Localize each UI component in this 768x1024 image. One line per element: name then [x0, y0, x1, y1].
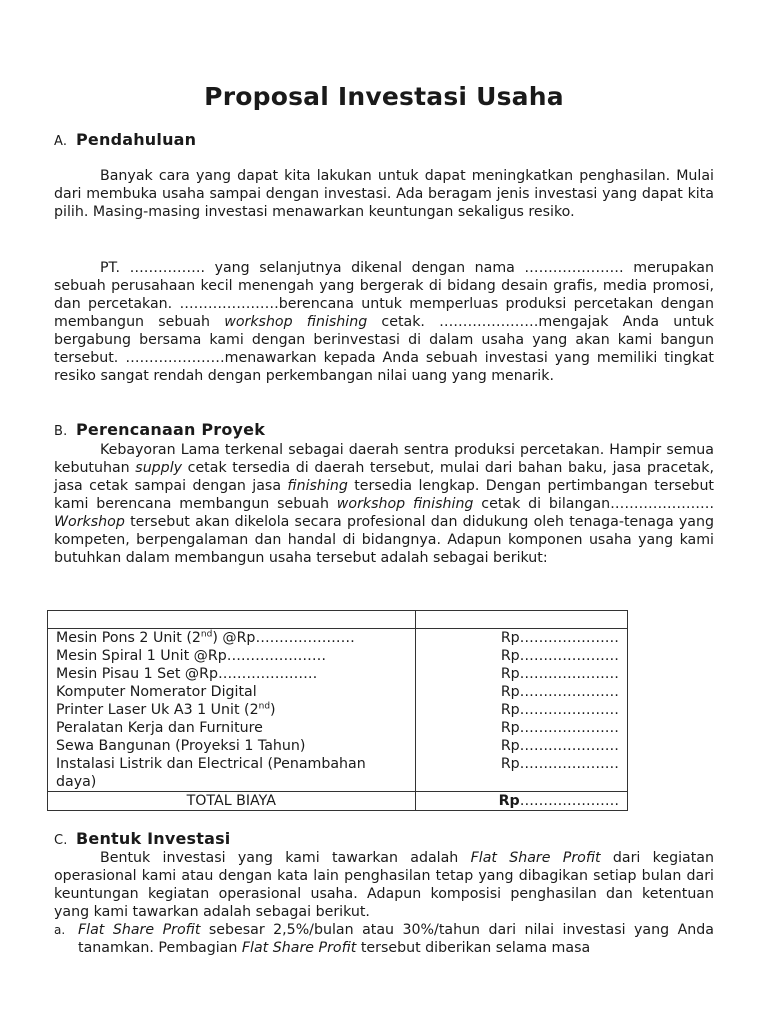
- total-label: TOTAL BIAYA: [48, 792, 416, 811]
- section-b-letter: B.: [54, 424, 68, 439]
- section-a-title: Pendahuluan: [76, 130, 197, 149]
- section-c-letter: C.: [54, 833, 68, 848]
- table-item: Mesin Pisau 1 Set @Rp…………………: [56, 666, 318, 682]
- table-items-cell: [48, 629, 416, 792]
- section-c-paragraph: Bentuk investasi yang kami tawarkan adalah Flat Share Profit dari kegiatan operasional kami atau dengan kata lain penghasilan tetap yang dibagikan setiap bulan dari keuntungan kegiatan operasional usaha. Adapun komposisi penghasilan dan ketentuan yang kami tawarkan adalah sebagai berikut.: [54, 850, 714, 920]
- section-c-list-item-a: a. Flat Share Profit sebesar 2,5%/bulan atau 30%/tahun dari nilai investasi yang Anda tanamkan. Pembagian Flat Share Profit tersebut diberikan selama masa: [54, 922, 714, 956]
- table-item: Instalasi Listrik dan Electrical (Penambahan daya): [56, 756, 366, 790]
- table-header-row: [48, 611, 628, 629]
- table-price: Rp…………………: [500, 630, 619, 646]
- section-a-paragraph-2: PT. ……………. yang selanjutnya dikenal dengan nama ………………… merupakan sebuah perusahaan kecil menengah yang bergerak di bidang desain grafis, media promosi, dan percetakan. …………………berencana untuk memperluas produksi percetakan dengan membangun sebuah workshop finishing cetak. …………………mengajak Anda untuk bergabung bersama kami dengan berinvestasi di dalam usaha yang akan kami bangun tersebut. …………………menawarkan kepada Anda sebuah investasi yang memiliki tingkat resiko sangat rendah dengan perkembangan nilai uang yang menarik.: [54, 260, 715, 384]
- table-price: Rp…………………: [500, 702, 619, 718]
- table-body-row: [48, 629, 628, 792]
- section-c-heading: [54, 829, 231, 848]
- section-b-paragraph: Kebayoran Lama terkenal sebagai daerah sentra produksi percetakan. Hampir semua kebutuhan supply cetak tersedia di daerah tersebut, mulai dari bahan baku, jasa pracetak, jasa cetak sampai dengan jasa finishing tersedia lengkap. Dengan pertimbangan tersebut kami berencana membangun sebuah workshop finishing cetak di bilangan…………………. Workshop tersebut akan dikelola secara profesional dan didukung oleh tenaga-tenaga yang kompeten, berpengalaman dan handal di bidangnya. Adapun komponen usaha yang kami butuhkan dalam membangun usaha tersebut adalah sebagai berikut:: [54, 442, 714, 566]
- total-price: Rp…………………: [415, 792, 628, 811]
- table-item: Peralatan Kerja dan Furniture: [56, 720, 263, 736]
- table-item: Printer Laser Uk A3 1 Unit (2nd): [56, 701, 276, 718]
- section-c-title: Bentuk Investasi: [76, 829, 231, 848]
- section-b-title: Perencanaan Proyek: [76, 420, 266, 439]
- table-prices-cell: [415, 629, 628, 792]
- table-total-row: [48, 792, 628, 811]
- table-price: Rp…………………: [500, 738, 619, 754]
- table-item: Mesin Pons 2 Unit (2nd) @Rp…………………: [56, 629, 355, 646]
- table-price: Rp…………………: [500, 666, 619, 682]
- table-price: Rp…………………: [500, 720, 619, 736]
- table-price: Rp…………………: [500, 648, 619, 664]
- section-a-heading: [54, 130, 196, 149]
- table-item: Komputer Nomerator Digital: [56, 684, 257, 700]
- section-b-heading: [54, 420, 265, 439]
- list-marker: a.: [54, 923, 66, 937]
- table-price: Rp…………………: [500, 684, 619, 700]
- table-item: Sewa Bangunan (Proyeksi 1 Tahun): [56, 738, 306, 754]
- section-a-letter: A.: [54, 134, 68, 149]
- section-a-paragraph-1: Banyak cara yang dapat kita lakukan untuk dapat meningkatkan penghasilan. Mulai dari membuka usaha sampai dengan investasi. Ada beragam jenis investasi yang dapat kita pilih. Masing-masing investasi menawarkan keuntungan sekaligus resiko.: [54, 168, 714, 220]
- document-title: Proposal Investasi Usaha: [204, 82, 564, 111]
- table-item: Mesin Spiral 1 Unit @Rp…………………: [56, 648, 327, 664]
- cost-table: [47, 610, 628, 811]
- table-price: Rp…………………: [500, 756, 619, 772]
